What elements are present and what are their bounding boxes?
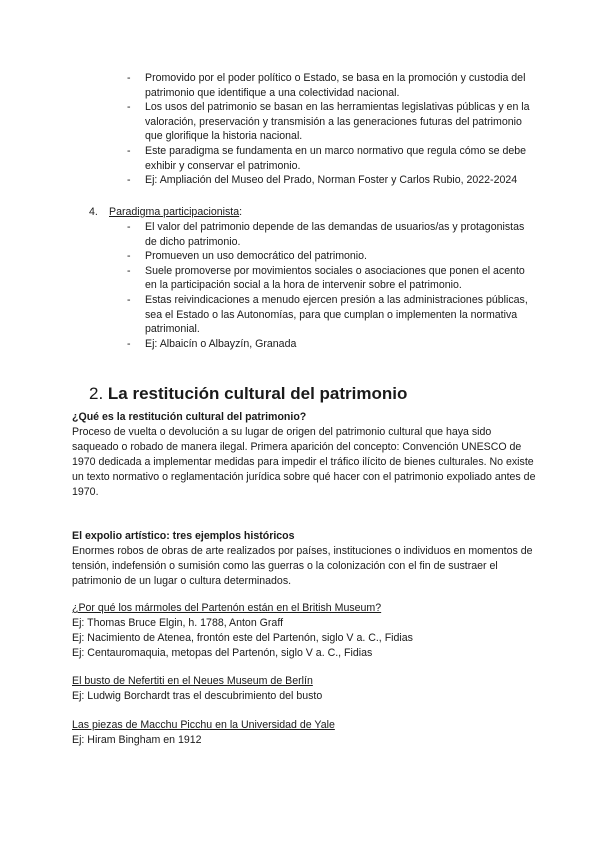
- example-title: El busto de Nefertiti en el Neues Museum de Berlín: [72, 675, 313, 687]
- example-parthenon: [72, 601, 540, 661]
- question-body: Proceso de vuelta o devolución a su lugar de origen del patrimonio cultural que haya sido saqueado o robado de manera ilegal. Primera aparición del concepto: Convención UNESCO de 1970 dedicada a implementar medidas para impedir el tráfico ilícito de bienes culturales. No existe un texto normativo o reglamentación jurídica sobre qué hacer con el patrimonio expoliado antes de 1970.: [72, 426, 536, 498]
- list-item: - Promovido por el poder político o Estado, se basa en la promoción y custodia del patrimonio que identifique a una colectividad nacional.: [0, 71, 600, 100]
- state-paradigm-list: [0, 71, 600, 188]
- example-line: Ej: Thomas Bruce Elgin, h. 1788, Anton Graff: [72, 617, 284, 629]
- example-title: ¿Por qué los mármoles del Partenón están en el British Museum?: [72, 602, 382, 614]
- participatory-paradigm-list: [0, 220, 600, 351]
- list-item: - El valor del patrimonio depende de las demandas de usuarios/as y protagonistas de dicho patrimonio.: [0, 220, 600, 249]
- list-item: - Suele promoverse por movimientos sociales o asociaciones que ponen el acento en la participación social a la hora de intervenir sobre el patrimonio.: [0, 264, 600, 293]
- example-machu-picchu: [72, 718, 540, 748]
- section-title: Paradigma participacionista: [109, 206, 240, 218]
- expolio-title: El expolio artístico: tres ejemplos históricos: [72, 530, 295, 542]
- expolio-body: Enormes robos de obras de arte realizados por países, instituciones o individuos en momentos de tensión, indefensión o sumisión como las guerras o la colonización con el fin de sustraer el patrimonio de un lugar o cultura determinados.: [72, 545, 533, 587]
- example-line: Ej: Ludwig Borchardt tras el descubrimiento del busto: [72, 690, 323, 702]
- heading-title: La restitución cultural del patrimonio: [107, 384, 408, 403]
- list-item: - Los usos del patrimonio se basan en las herramientas legislativas públicas y en la valoración, preservación y transmisión a las generaciones futuras del patrimonio que glorifique la historia nacional.: [0, 100, 600, 144]
- example-line: Ej: Centauromaquia, metopas del Partenón, siglo V a. C., Fidias: [72, 647, 373, 659]
- section-number: 4.: [89, 206, 98, 218]
- list-item: - Ej: Albaicín o Albayzín, Granada: [0, 337, 600, 352]
- example-title: Las piezas de Macchu Picchu en la Universidad de Yale: [72, 719, 335, 731]
- heading-number: 2.: [89, 384, 104, 403]
- question-block: [72, 410, 540, 500]
- example-nefertiti: [72, 674, 540, 704]
- section-4-heading: [89, 205, 242, 220]
- section-heading: [89, 383, 407, 405]
- question-title: ¿Qué es la restitución cultural del patrimonio?: [72, 411, 307, 423]
- section-colon: :: [239, 206, 243, 218]
- example-line: Ej: Nacimiento de Atenea, frontón este del Partenón, siglo V a. C., Fidias: [72, 632, 413, 644]
- list-item: - Ej: Ampliación del Museo del Prado, Norman Foster y Carlos Rubio, 2022-2024: [0, 173, 600, 188]
- list-item: - Estas reivindicaciones a menudo ejercen presión a las administraciones públicas, sea el Estado o las Autonomías, para que cumplan o implementen la normativa patrimonial.: [0, 293, 600, 337]
- example-line: Ej: Hiram Bingham en 1912: [72, 734, 202, 746]
- list-item: - Promueven un uso democrático del patrimonio.: [0, 249, 600, 264]
- expolio-block: [72, 529, 540, 589]
- list-item: - Este paradigma se fundamenta en un marco normativo que regula cómo se debe exhibir y conservar el patrimonio.: [0, 144, 600, 173]
